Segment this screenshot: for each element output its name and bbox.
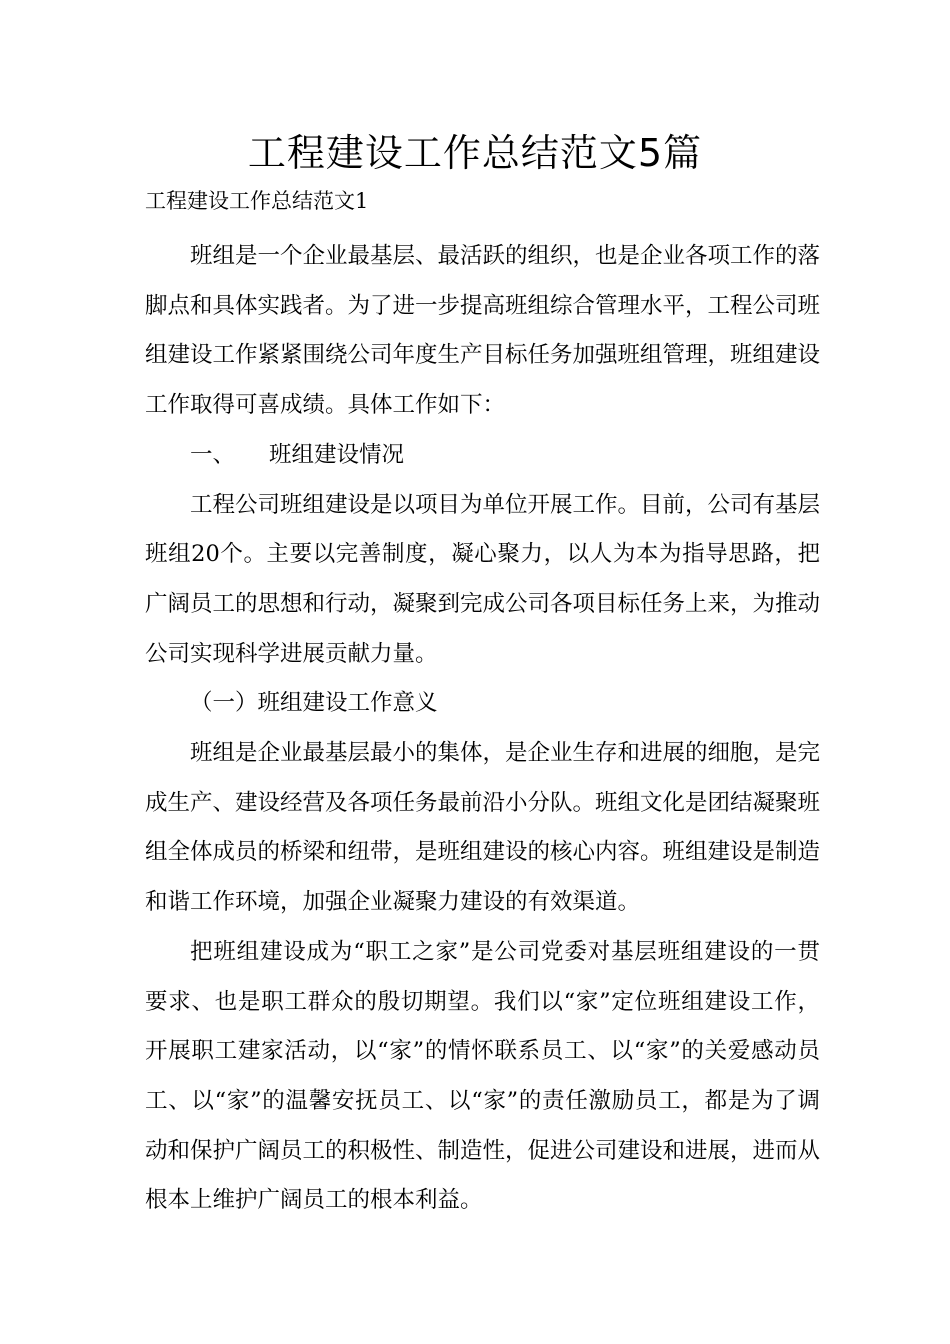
subsection-heading-text: 班组建设工作意义 (257, 690, 438, 717)
document-subtitle: 工程建设工作总结范文1 (145, 189, 369, 213)
document-body (145, 232, 820, 1226)
paragraph-1: 班组是一个企业最基层、最活跃的组织，也是企业各项工作的落脚点和具体实践者。为了进一步提高班组综合管理水平，工程公司班组建设工作紧紧围绕公司年度生产目标任务加强班组管理，班组建设工作取得可喜成绩。具体工作如下： (145, 243, 821, 419)
section-heading-number: 一、 (190, 441, 236, 468)
paragraph-2: 工程公司班组建设是以项目为单位开展工作。目前，公司有基层班组20个。主要以完善制度，凝心聚力，以人为本为指导思路，把广阔员工的思想和行动，凝聚到完成公司各项目标任务上来，为推动公司实现科学进展贡献力量。 (145, 491, 821, 667)
section-heading-text: 班组建设情况 (269, 441, 405, 468)
paragraph-4: 把班组建设成为“职工之家”是公司党委对基层班组建设的一贯要求、也是职工群众的殷切期望。我们以“家”定位班组建设工作，开展职工建家活动，以“家”的情怀联系员工、以“家”的关爱感动员工、以“家”的温馨安抚员工、以“家”的责任激励员工，都是为了调动和保护广阔员工的积极性、制造性，促进公司建设和进展，进而从根本上维护广阔员工的根本利益。 (145, 938, 821, 1214)
subsection-heading-number: （一） (190, 690, 258, 717)
subsection-heading-1 (145, 679, 820, 729)
document-title: 工程建设工作总结范文5篇 (247, 131, 703, 175)
section-heading-1 (145, 431, 820, 481)
paragraph-3: 班组是企业最基层最小的集体，是企业生存和进展的细胞，是完成生产、建设经营及各项任务最前沿小分队。班组文化是团结凝聚班组全体成员的桥梁和纽带，是班组建设的核心内容。班组建设是制造和谐工作环境，加强企业凝聚力建设的有效渠道。 (145, 740, 821, 916)
